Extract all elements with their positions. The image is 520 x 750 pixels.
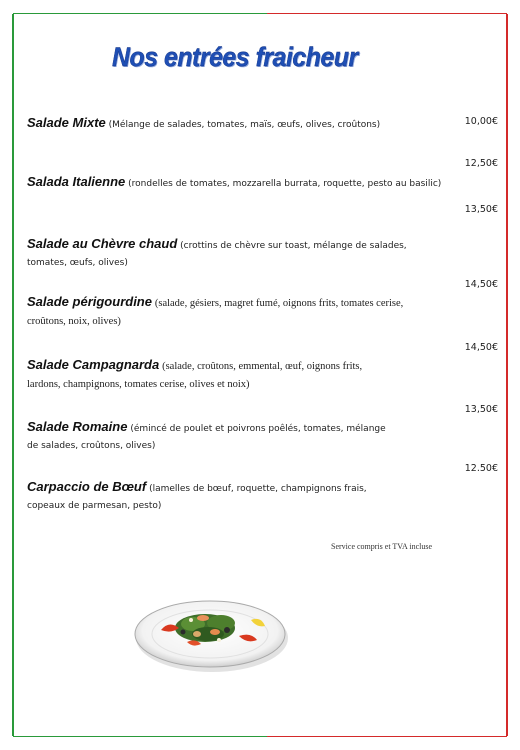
item-price: 14,50€ xyxy=(464,279,498,290)
border-accent-top xyxy=(267,13,507,14)
item-name: Carpaccio de Bœuf xyxy=(27,479,147,494)
menu-item xyxy=(27,478,402,515)
item-description: (Mélange de salades, tomates, maïs, œufs, olives, croûtons) xyxy=(108,120,381,130)
item-price: 10,00€ xyxy=(464,116,498,127)
menu-item xyxy=(27,356,377,394)
item-price: 12.50€ xyxy=(464,463,498,474)
item-price: 13,50€ xyxy=(464,404,498,415)
menu-item xyxy=(27,235,407,272)
border-accent-bottom xyxy=(267,736,507,737)
item-name: Salada Italienne xyxy=(27,174,126,189)
menu-item xyxy=(27,293,407,331)
item-description: (rondelles de tomates, mozzarella burrata, roquette, pesto au basilic) xyxy=(128,179,442,189)
item-price: 13,50€ xyxy=(464,204,498,215)
item-price: 12,50€ xyxy=(464,158,498,169)
salad-plate-illustration xyxy=(133,590,293,676)
salad-plate-image xyxy=(133,590,288,670)
item-name: Salade Mixte xyxy=(27,115,106,130)
item-name: Salade périgourdine xyxy=(27,294,152,309)
menu-item xyxy=(27,114,407,134)
item-price: 14,50€ xyxy=(464,342,498,353)
item-name: Salade Campagnarda xyxy=(27,357,160,372)
menu-item xyxy=(27,418,392,455)
item-description: (émincé de poulet et poivrons poêlés, tomates, mélange de salades, croûtons, olives) xyxy=(27,424,386,451)
item-name: Salade au Chèvre chaud xyxy=(27,236,178,251)
service-note: Service compris et TVA incluse xyxy=(331,542,433,551)
item-description: (crottins de chèvre sur toast, mélange de salades, tomates, œufs, olives) xyxy=(27,241,407,268)
item-name: Salade Romaine xyxy=(27,419,128,434)
menu-item xyxy=(27,173,447,193)
item-description: (salade, gésiers, magret fumé, oignons frits, tomates cerise, croûtons, noix, olives) xyxy=(27,298,404,327)
item-description: (lamelles de bœuf, roquette, champignons frais, copeaux de parmesan, pesto) xyxy=(27,484,367,511)
page-title: Nos entrées fraicheur xyxy=(112,42,358,72)
item-description: (salade, croûtons, emmental, œuf, oignons frits, lardons, champignons, tomates cerise, olives et noix) xyxy=(27,361,363,390)
